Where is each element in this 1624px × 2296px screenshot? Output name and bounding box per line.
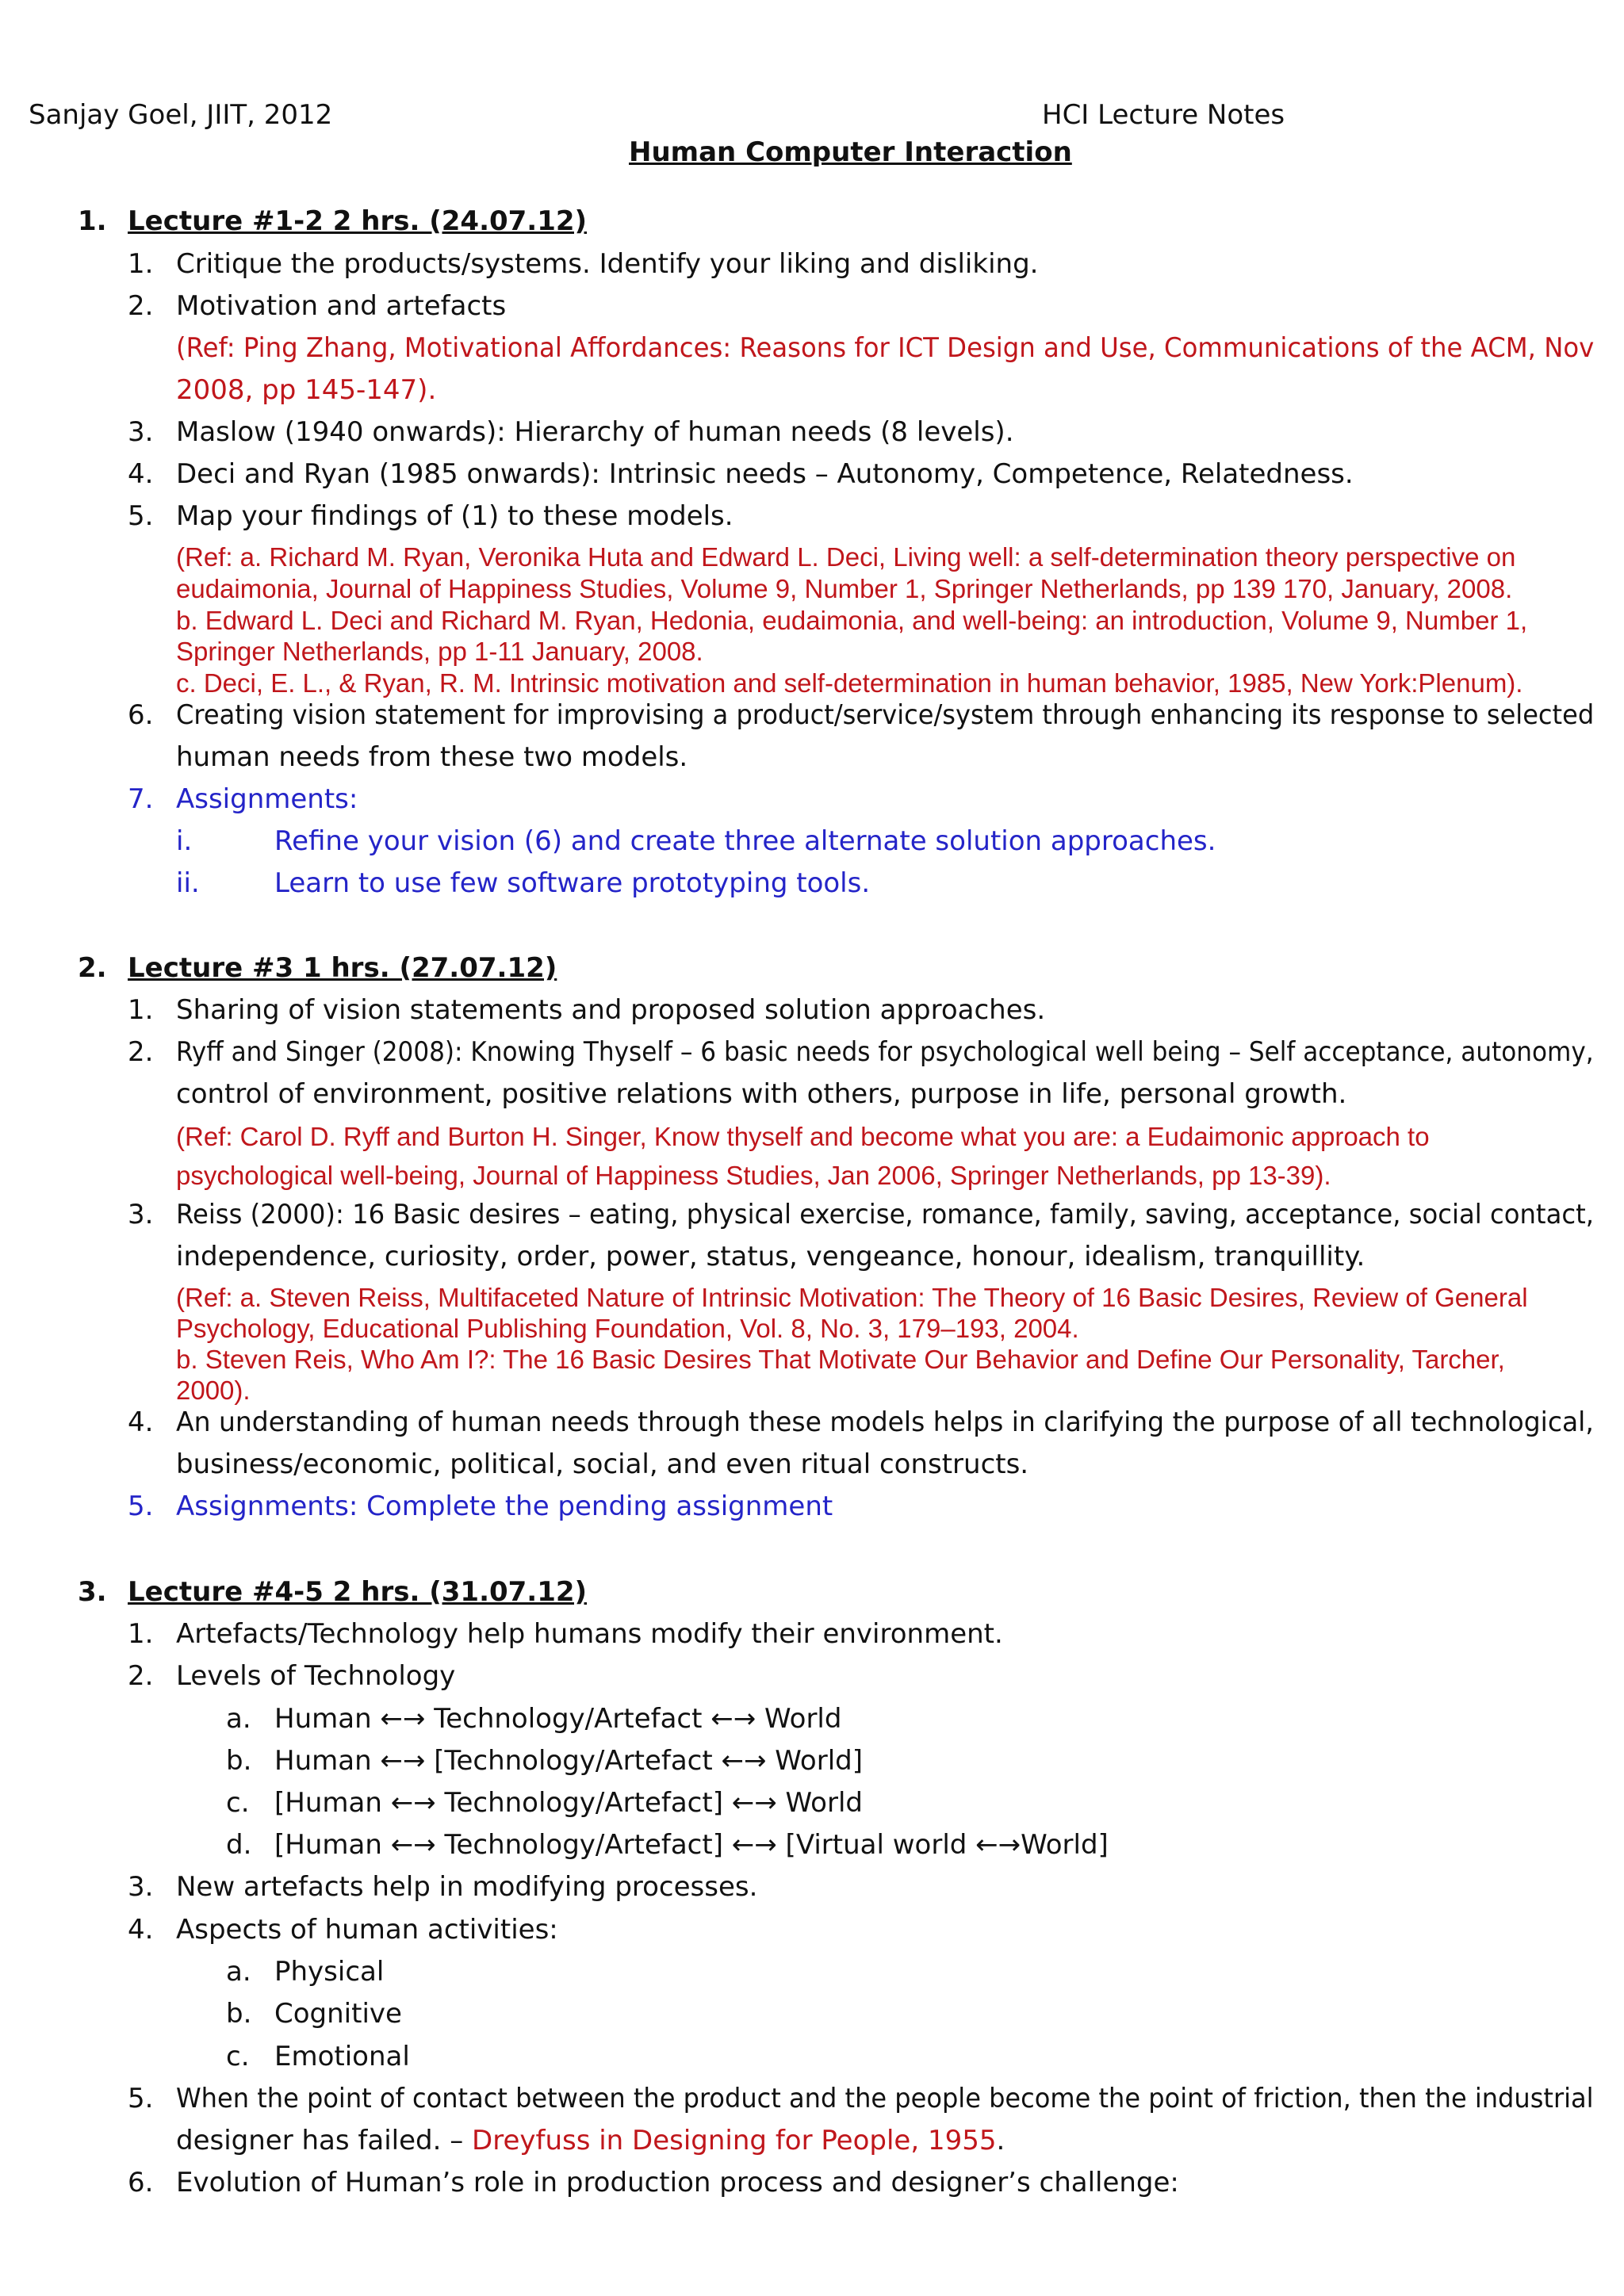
list-number: 2.	[128, 1660, 154, 1692]
s3-item-6: Evolution of Human’s role in production process and designer’s challenge:	[176, 2167, 1179, 2198]
section-3-number: 3.	[78, 1576, 107, 1608]
s3-item-4: Aspects of human activities:	[176, 1914, 558, 1946]
s1-reference-5a: (Ref: a. Richard M. Ryan, Veronika Huta and Edward L. Deci, Living well: a self-determination theory perspective on	[176, 542, 1516, 572]
header-notes: HCI Lecture Notes	[1042, 99, 1285, 131]
s1-reference-5d: Springer Netherlands, pp 1-11 January, 2008.	[176, 637, 703, 666]
s3-item-4a: Physical	[274, 1956, 385, 1988]
s2-item-3b: independence, curiosity, order, power, status, vengeance, honour, idealism, tranquillity.	[176, 1241, 1365, 1272]
s2-assignment: Assignments: Complete the pending assignment	[176, 1490, 833, 1522]
list-number: 3.	[128, 1871, 154, 1903]
list-number: 1.	[128, 248, 154, 280]
section-3-title: Lecture #4-5 2 hrs. (31.07.12)	[128, 1576, 588, 1608]
s2-item-1: Sharing of vision statements and proposed solution approaches.	[176, 994, 1046, 1026]
list-number: 4.	[128, 1914, 154, 1946]
s1-item-5: Map your findings of (1) to these models.	[176, 500, 733, 532]
list-number: 4.	[128, 458, 154, 490]
s3-item-2a: Human ←→ Technology/Artefact ←→ World	[274, 1703, 842, 1735]
s3-item-1: Artefacts/Technology help humans modify their environment.	[176, 1618, 1003, 1650]
list-letter: b.	[226, 1745, 252, 1777]
s1-reference-5c: b. Edward L. Deci and Richard M. Ryan, Hedonia, eudaimonia, and well-being: an introduction, Volume 9, Number 1,	[176, 606, 1528, 635]
s2-reference-3a: (Ref: a. Steven Reiss, Multifaceted Nature of Intrinsic Motivation: The Theory of 16 Basic Desires, Review of General	[176, 1283, 1528, 1312]
s1-item-1: Critique the products/systems. Identify your liking and disliking.	[176, 248, 1039, 280]
s3-item-3: New artefacts help in modifying processes.	[176, 1871, 758, 1903]
s2-item-4a: An understanding of human needs through these models helps in clarifying the purpose of all technological,	[176, 1406, 1594, 1438]
list-number: 3.	[128, 416, 154, 448]
list-number: 4.	[128, 1406, 154, 1438]
list-number: 1.	[128, 994, 154, 1026]
section-2-number: 2.	[78, 952, 107, 984]
header-author: Sanjay Goel, JIIT, 2012	[29, 99, 333, 131]
s1-assignments-label: Assignments:	[176, 783, 358, 815]
s1-assignment-ii: Learn to use few software prototyping tools.	[274, 867, 871, 899]
list-number: 6.	[128, 2167, 154, 2198]
s2-item-4b: business/economic, political, social, and even ritual constructs.	[176, 1448, 1029, 1480]
s1-reference-5b: eudaimonia, Journal of Happiness Studies, Volume 9, Number 1, Springer Netherlands, pp 139 170, January, 2008.	[176, 574, 1513, 603]
list-letter: c.	[226, 2041, 250, 2072]
s1-reference-2a: (Ref: Ping Zhang, Motivational Affordances: Reasons for ICT Design and Use, Communications of the ACM, Nov	[176, 332, 1595, 364]
list-number: 5.	[128, 1490, 154, 1522]
list-number: 2.	[128, 1036, 154, 1068]
list-number: ii.	[176, 867, 200, 899]
list-letter: c.	[226, 1787, 250, 1819]
list-number: i.	[176, 825, 193, 857]
document-title: Human Computer Interaction	[629, 136, 1072, 168]
dreyfuss-reference: Dreyfuss in Designing for People, 1955	[472, 2125, 997, 2156]
list-number: 6.	[128, 699, 154, 731]
list-number: 1.	[128, 1618, 154, 1650]
s1-assignment-i: Refine your vision (6) and create three alternate solution approaches.	[274, 825, 1216, 857]
s2-item-2a: Ryff and Singer (2008): Knowing Thyself – 6 basic needs for psychological well being – Self acceptance, autonomy,	[176, 1036, 1594, 1068]
list-letter: b.	[226, 1998, 252, 2030]
section-2-title: Lecture #3 1 hrs. (27.07.12)	[128, 952, 557, 984]
s3-item-5b-period: .	[996, 2125, 1005, 2156]
list-number: 7.	[128, 783, 154, 815]
list-number: 3.	[128, 1199, 154, 1230]
s1-item-3: Maslow (1940 onwards): Hierarchy of human needs (8 levels).	[176, 416, 1014, 448]
s1-item-2: Motivation and artefacts	[176, 290, 507, 322]
s3-item-2b: Human ←→ [Technology/Artefact ←→ World]	[274, 1745, 863, 1777]
s1-reference-2b: 2008, pp 145-147).	[176, 374, 437, 406]
s2-reference-3b: Psychology, Educational Publishing Foundation, Vol. 8, No. 3, 179–193, 2004.	[176, 1314, 1079, 1343]
s1-item-6b: human needs from these two models.	[176, 741, 688, 773]
s2-item-3a: Reiss (2000): 16 Basic desires – eating, physical exercise, romance, family, saving, acceptance, social contact,	[176, 1199, 1594, 1230]
s2-item-2b: control of environment, positive relations with others, purpose in life, personal growth.	[176, 1078, 1347, 1110]
s1-item-4: Deci and Ryan (1985 onwards): Intrinsic needs – Autonomy, Competence, Relatedness.	[176, 458, 1354, 490]
list-letter: a.	[226, 1956, 251, 1988]
section-1-number: 1.	[78, 205, 107, 237]
s3-item-2c: [Human ←→ Technology/Artefact] ←→ World	[274, 1787, 863, 1819]
s2-reference-3d: 2000).	[176, 1376, 251, 1405]
s1-item-6a: Creating vision statement for improvising a product/service/system through enhancing its response to selected	[176, 699, 1595, 731]
s3-item-5b-text: designer has failed. –	[176, 2125, 473, 2156]
list-number: 5.	[128, 2083, 154, 2114]
s2-reference-2b: psychological well-being, Journal of Happiness Studies, Jan 2006, Springer Netherlands, pp 13-39).	[176, 1161, 1331, 1190]
list-letter: d.	[226, 1829, 252, 1861]
s3-item-2d: [Human ←→ Technology/Artefact] ←→ [Virtual world ←→World]	[274, 1829, 1109, 1861]
list-number: 5.	[128, 500, 154, 532]
s2-reference-2a: (Ref: Carol D. Ryff and Burton H. Singer, Know thyself and become what you are: a Eudaimonic approach to	[176, 1122, 1430, 1151]
section-1-title: Lecture #1-2 2 hrs. (24.07.12)	[128, 205, 588, 237]
s3-item-5b	[176, 2125, 1005, 2156]
s3-item-4c: Emotional	[274, 2041, 410, 2072]
s1-reference-5e: c. Deci, E. L., & Ryan, R. M. Intrinsic motivation and self-determination in human behavior, 1985, New York:Plenum).	[176, 668, 1523, 698]
s3-item-4b: Cognitive	[274, 1998, 402, 2030]
s2-reference-3c: b. Steven Reis, Who Am I?: The 16 Basic Desires That Motivate Our Behavior and Define Our Personality, Tarcher,	[176, 1345, 1505, 1374]
list-number: 2.	[128, 290, 154, 322]
s3-item-2: Levels of Technology	[176, 1660, 456, 1692]
s3-item-5a: When the point of contact between the product and the people become the point of friction, then the industrial	[176, 2083, 1594, 2114]
list-letter: a.	[226, 1703, 251, 1735]
